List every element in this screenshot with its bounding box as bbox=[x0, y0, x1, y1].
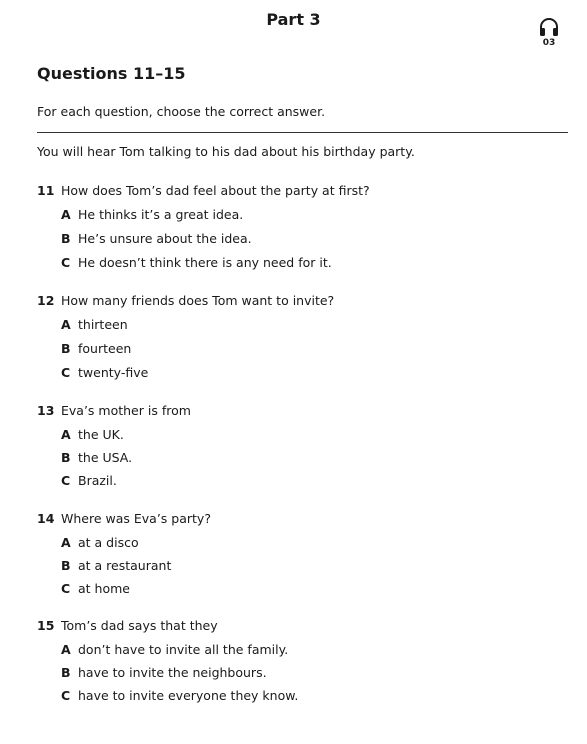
option-b[interactable] bbox=[37, 450, 191, 473]
option-letter: A bbox=[61, 317, 71, 332]
option-c[interactable] bbox=[37, 688, 298, 711]
question-number: 15 bbox=[37, 618, 55, 633]
option-b[interactable] bbox=[37, 665, 298, 688]
option-text: Brazil. bbox=[78, 473, 117, 488]
question-text: Where was Eva’s party? bbox=[61, 511, 211, 526]
headphones-icon bbox=[538, 16, 560, 38]
option-a[interactable] bbox=[37, 427, 191, 450]
option-text: He doesn’t think there is any need for it. bbox=[78, 255, 332, 270]
option-a[interactable] bbox=[37, 642, 298, 665]
option-b[interactable] bbox=[37, 341, 334, 365]
option-b[interactable] bbox=[37, 231, 370, 255]
option-letter: A bbox=[61, 427, 71, 442]
question-text: How does Tom’s dad feel about the party at first? bbox=[61, 183, 370, 198]
question-14 bbox=[37, 511, 211, 604]
option-letter: C bbox=[61, 581, 71, 596]
option-text: thirteen bbox=[78, 317, 128, 332]
option-text: He thinks it’s a great idea. bbox=[78, 207, 244, 222]
option-letter: A bbox=[61, 535, 71, 550]
option-text: fourteen bbox=[78, 341, 132, 356]
question-text: Eva’s mother is from bbox=[61, 403, 191, 418]
option-text: at home bbox=[78, 581, 130, 596]
option-letter: C bbox=[61, 255, 71, 270]
option-letter: C bbox=[61, 688, 71, 703]
option-letter: C bbox=[61, 473, 71, 488]
listening-intro: You will hear Tom talking to his dad about his birthday party. bbox=[37, 144, 415, 159]
option-text: don’t have to invite all the family. bbox=[78, 642, 289, 657]
option-letter: A bbox=[61, 207, 71, 222]
option-text: the UK. bbox=[78, 427, 124, 442]
divider bbox=[37, 132, 568, 133]
option-letter: B bbox=[61, 558, 71, 573]
option-c[interactable] bbox=[37, 581, 211, 604]
option-text: have to invite the neighbours. bbox=[78, 665, 267, 680]
part-title: Part 3 bbox=[266, 10, 321, 29]
option-b[interactable] bbox=[37, 558, 211, 581]
option-text: the USA. bbox=[78, 450, 133, 465]
option-letter: C bbox=[61, 365, 71, 380]
option-letter: A bbox=[61, 642, 71, 657]
option-letter: B bbox=[61, 665, 71, 680]
option-letter: B bbox=[61, 341, 71, 356]
question-number: 13 bbox=[37, 403, 55, 418]
option-letter: B bbox=[61, 231, 71, 246]
option-a[interactable] bbox=[37, 535, 211, 558]
question-15 bbox=[37, 618, 298, 711]
instruction-text: For each question, choose the correct answer. bbox=[37, 104, 326, 119]
option-c[interactable] bbox=[37, 473, 191, 496]
option-letter: B bbox=[61, 450, 71, 465]
option-c[interactable] bbox=[37, 365, 334, 389]
option-text: He’s unsure about the idea. bbox=[78, 231, 252, 246]
question-12 bbox=[37, 293, 334, 389]
option-text: twenty-five bbox=[78, 365, 149, 380]
question-number: 14 bbox=[37, 511, 55, 526]
question-number: 11 bbox=[37, 183, 55, 198]
track-number: 03 bbox=[542, 38, 556, 48]
question-text: How many friends does Tom want to invite? bbox=[61, 293, 335, 308]
option-text: have to invite everyone they know. bbox=[78, 688, 299, 703]
question-text: Tom’s dad says that they bbox=[61, 618, 218, 633]
option-text: at a restaurant bbox=[78, 558, 172, 573]
question-13 bbox=[37, 403, 191, 496]
option-a[interactable] bbox=[37, 207, 370, 231]
question-number: 12 bbox=[37, 293, 55, 308]
option-c[interactable] bbox=[37, 255, 370, 279]
audio-track-indicator bbox=[537, 16, 561, 56]
question-11 bbox=[37, 183, 370, 279]
questions-heading: Questions 11–15 bbox=[37, 64, 186, 83]
option-text: at a disco bbox=[78, 535, 139, 550]
option-a[interactable] bbox=[37, 317, 334, 341]
